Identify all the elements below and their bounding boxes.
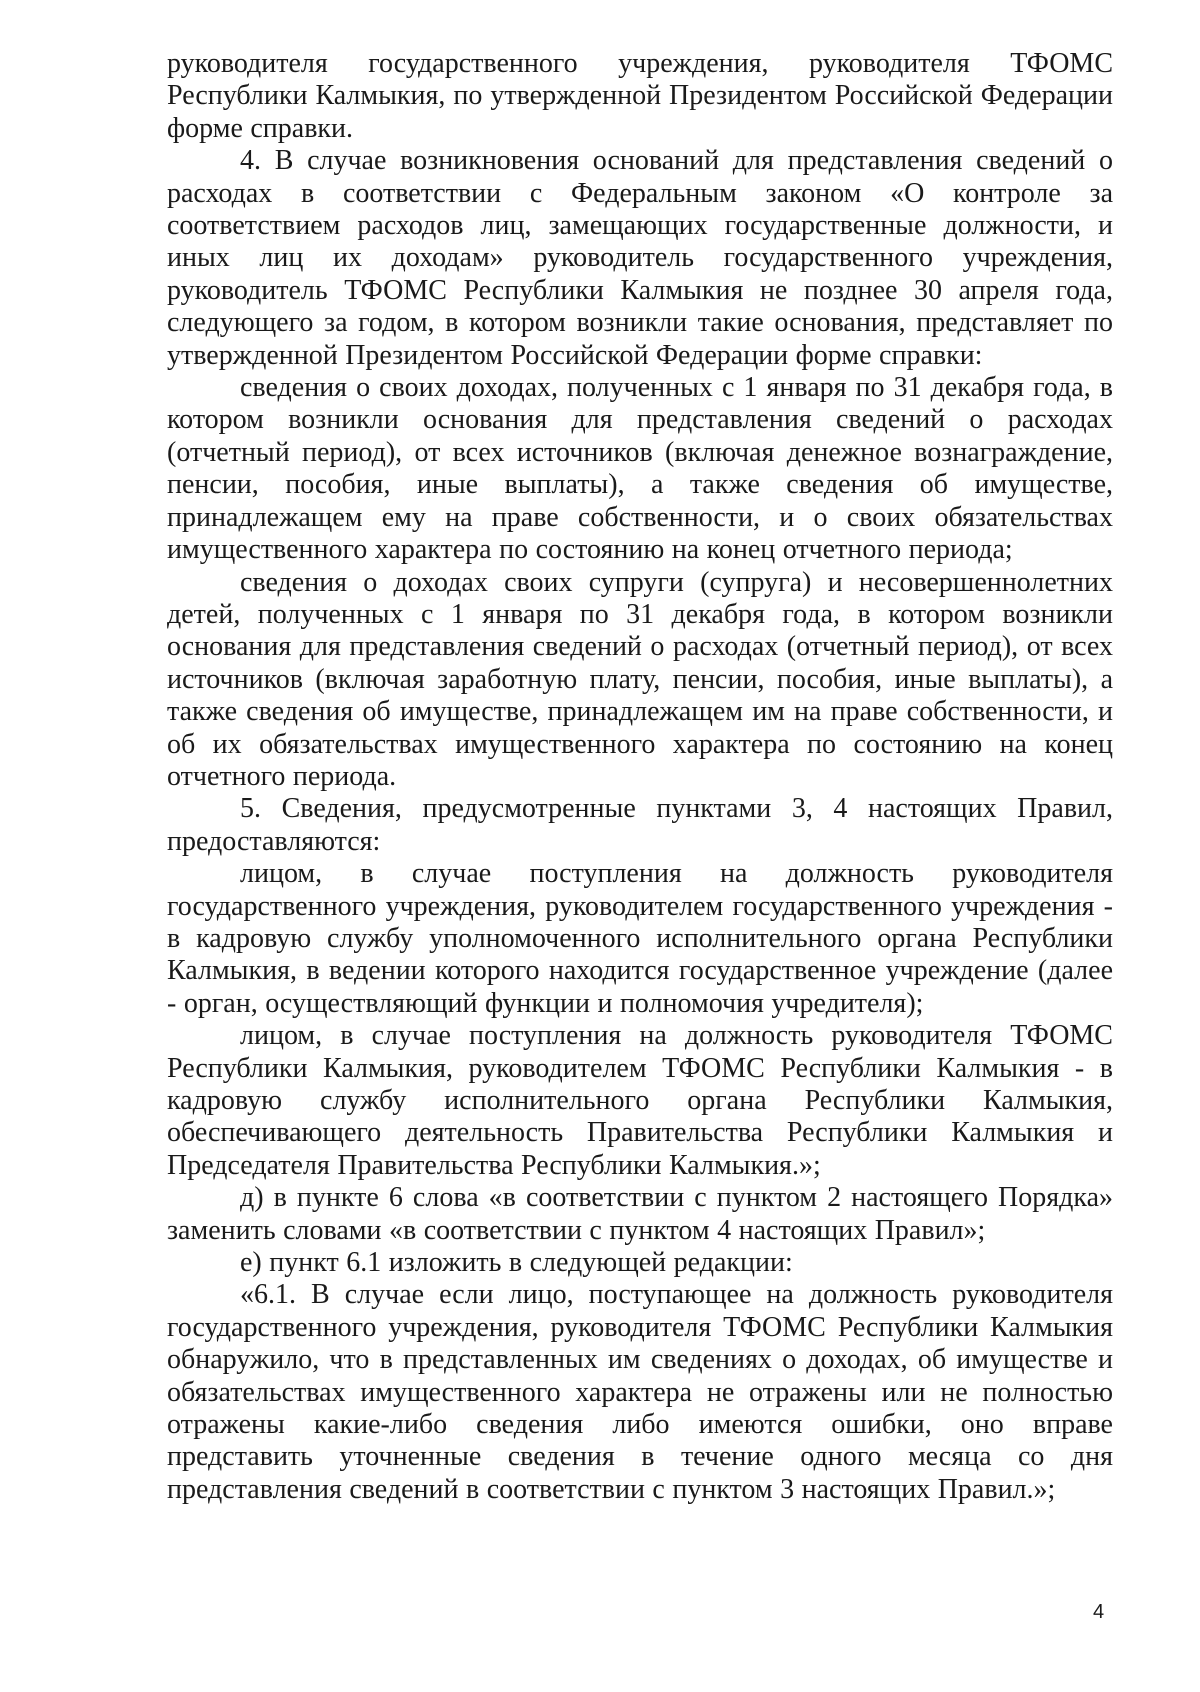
paragraph-item-d: д) в пункте 6 слова «в соответствии с пунктом 2 настоящего Порядка» заменить словами «в соответствии с пунктом 4 настоящих Правил»; [167, 1182, 1113, 1246]
paragraph-item-e: е) пункт 6.1 изложить в следующей редакции: [240, 1247, 793, 1279]
paragraph-item-6-1: «6.1. В случае если лицо, поступающее на должность руководителя государственного учреждения, руководителя ТФОМС Республики Калмыкия обнаружило, что в представленных им сведениях о доходах, об имуществе и обязательствах имущественного характера не отражены или не полностью отражены какие-либо сведения либо имеются ошибки, оно вправе представить уточненные сведения в течение одного месяца со дня представления сведений в соответствии с пунктом 3 настоящих Правил.»; [167, 1279, 1113, 1505]
paragraph-family-income: сведения о доходах своих супруги (супруга) и несовершеннолетних детей, полученных с 1 января по 31 декабря года, в котором возникли основания для представления сведений о расходах (отчетный период), от всех источников (включая заработную плату, пенсии, пособия, иные выплаты), а также сведения об имуществе, принадлежащем им на праве собственности, и об их обязательствах имущественного характера по состоянию на конец отчетного периода. [167, 566, 1113, 792]
paragraph-institution-head: лицом, в случае поступления на должность руководителя государственного учреждения, руководителем государственного учреждения - в кадровую службу уполномоченного исполнительного органа Республики Калмыкия, в ведении которого находится государственное учреждение (далее - орган, осуществляющий функции и полномочия учредителя); [167, 858, 1113, 1019]
paragraph-own-income: сведения о своих доходах, полученных с 1 января по 31 декабря года, в котором возникли основания для представления сведений о расходах (отчетный период), от всех источников (включая денежное вознаграждение, пенсии, пособия, иные выплаты), а также сведения об имуществе, принадлежащем ему на праве собственности, и о своих обязательствах имущественного характера по состоянию на конец отчетного периода; [167, 372, 1113, 566]
page-number: 4 [1093, 1601, 1105, 1623]
paragraph-continuation: руководителя государственного учреждения, руководителя ТФОМС Республики Калмыкия, по утвержденной Президентом Российской Федерации форме справки. [167, 48, 1113, 144]
paragraph-item-5: 5. Сведения, предусмотренные пунктами 3, 4 настоящих Правил, предоставляются: [167, 793, 1113, 857]
document-body [167, 48, 1113, 1506]
paragraph-tfoms-head: лицом, в случае поступления на должность руководителя ТФОМС Республики Калмыкия, руководителем ТФОМС Республики Калмыкия - в кадровую службу исполнительного органа Республики Калмыкия, обеспечивающего деятельность Правительства Республики Калмыкия и Председателя Правительства Республики Калмыкия.»; [167, 1020, 1113, 1181]
paragraph-item-4: 4. В случае возникновения оснований для представления сведений о расходах в соответствии с Федеральным законом «О контроле за соответствием расходов лиц, замещающих государственные должности, и иных лиц их доходам» руководитель государственного учреждения, руководитель ТФОМС Республики Калмыкия не позднее 30 апреля года, следующего за годом, в котором возникли такие основания, представляет по утвержденной Президентом Российской Федерации форме справки: [167, 145, 1113, 371]
